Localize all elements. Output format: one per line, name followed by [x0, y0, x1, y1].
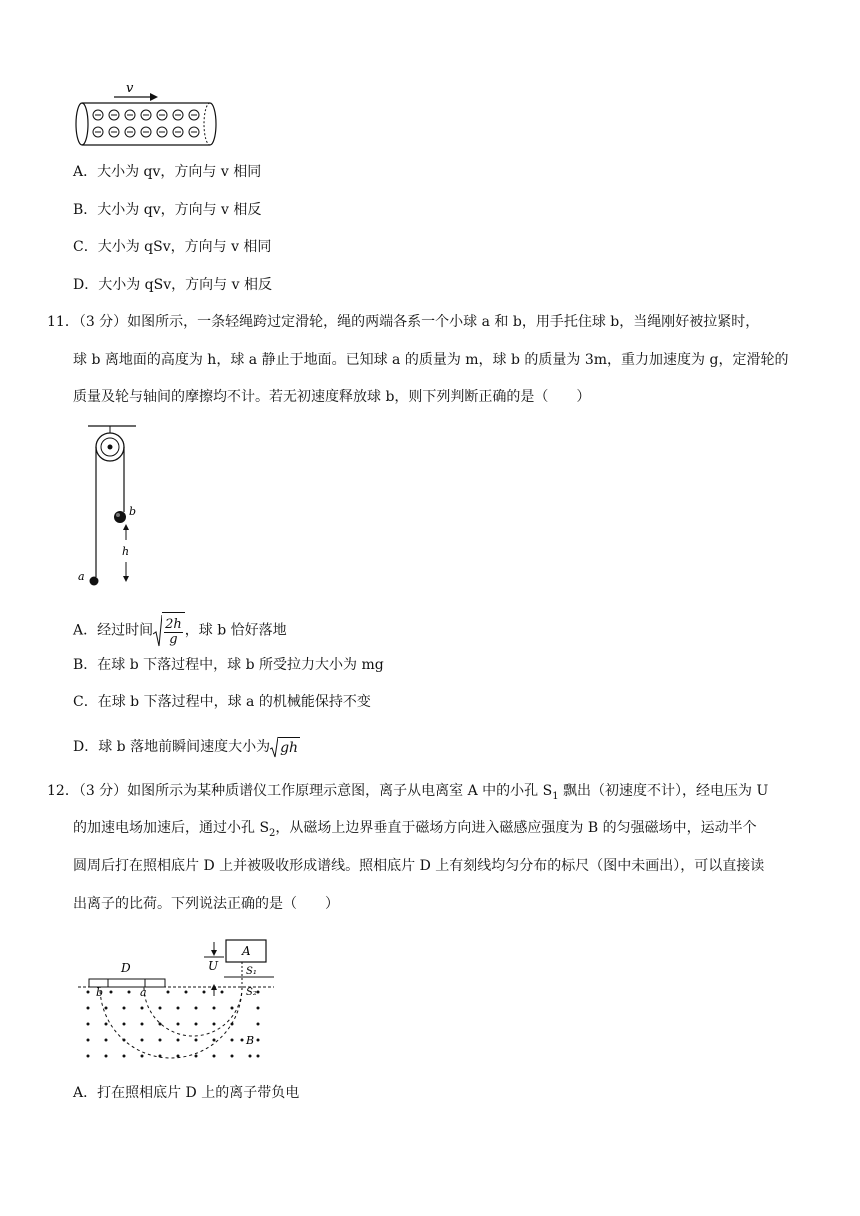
q11-option-a-prefix: A．经过时间: [73, 622, 154, 639]
q10-electrons: [93, 110, 199, 137]
q11-option-b: B．在球 b 下落过程中，球 b 所受拉力大小为 mg: [73, 657, 384, 673]
q12-stem-line3: 圆周后打在照相底片 D 上并被吸收形成谱线。照相底片 D 上有刻线均匀分布的标尺（图中未画出），可以直接读: [73, 858, 765, 874]
q11-option-d-radicand: gh: [278, 737, 300, 758]
q12-stem-line1-rest: 飘出（初速度不计），经电压为 U: [558, 783, 769, 799]
q10-option-a: A．大小为 qv，方向与 v 相同: [73, 164, 262, 180]
q12-stem-line4: 出离子的比荷。下列说法正确的是（ ）: [73, 896, 339, 912]
q11-stem-line3: 质量及轮与轴间的摩擦均不计。若无初速度释放球 b，则下列判断正确的是（ ）: [73, 389, 591, 405]
q11-option-a-numerator: 2h: [165, 616, 182, 632]
q12-field-dots: [87, 991, 260, 1058]
q12-fig-label-a: a: [140, 986, 147, 999]
q10-tube-figure: [72, 78, 222, 148]
q10-option-b: B．大小为 qv，方向与 v 相反: [73, 202, 262, 218]
q12-option-a: A．打在照相底片 D 上的离子带负电: [73, 1085, 300, 1101]
q12-fig-label-B: B: [246, 1034, 255, 1047]
q10-velocity-label: v: [126, 81, 134, 96]
q12-stem-line2-sub: 2: [269, 827, 276, 839]
q12-stem-line2: [73, 818, 757, 844]
q12-stem-line2-rest: ，从磁场上边界垂直于磁场方向进入磁感应强度为 B 的匀强磁场中，运动半个: [275, 820, 757, 836]
q11-stem-line1: 11．（3 分）如图所示，一条轻绳跨过定滑轮，绳的两端各系一个小球 a 和 b，用手托住球 b，当绳刚好被拉紧时，: [47, 314, 760, 330]
q11-option-c: C．在球 b 下落过程中，球 a 的机械能保持不变: [73, 694, 371, 710]
q11-fig-label-b: b: [129, 505, 137, 518]
q12-stem-line1: [47, 781, 768, 807]
q11-stem-line2: 球 b 离地面的高度为 h，球 a 静止于地面。已知球 a 的质量为 m，球 b 的质量为 3m，重力加速度为 g，定滑轮的: [73, 352, 789, 368]
q11-option-a-suffix: ，球 b 恰好落地: [184, 622, 287, 639]
q10-option-d: D．大小为 qSv，方向与 v 相反: [73, 277, 272, 293]
q12-fig-label-D: D: [121, 961, 131, 975]
q12-fig-label-U: U: [208, 959, 219, 973]
q12-stem-line2-text: 的加速电场加速后，通过小孔 S: [73, 820, 270, 836]
q12-fig-label-b: b: [96, 986, 104, 999]
q11-option-a: [73, 612, 287, 649]
q11-option-d-sqrt: [270, 736, 300, 758]
q12-fig-label-S1: S₁: [246, 966, 257, 977]
q11-option-d: [73, 736, 300, 758]
q12-fig-label-S2: S₂: [246, 987, 257, 998]
q12-spectrometer-figure: [74, 934, 274, 1066]
q11-option-d-prefix: D．球 b 落地前瞬间速度大小为: [73, 739, 271, 755]
q11-option-a-denominator: g: [169, 631, 178, 647]
q10-option-c: C．大小为 qSv，方向与 v 相同: [73, 239, 272, 255]
q11-option-a-sqrt: [153, 612, 185, 649]
q11-fig-label-a: a: [78, 570, 85, 583]
q11-fig-label-h: h: [122, 545, 130, 558]
q11-pulley-figure: [74, 420, 154, 590]
q12-fig-label-A: A: [242, 944, 251, 958]
q12-stem-line1-text: 12．（3 分）如图所示为某种质谱仪工作原理示意图，离子从电离室 A 中的小孔 S: [47, 783, 553, 799]
q12-stem-line1-sub: 1: [552, 790, 559, 802]
